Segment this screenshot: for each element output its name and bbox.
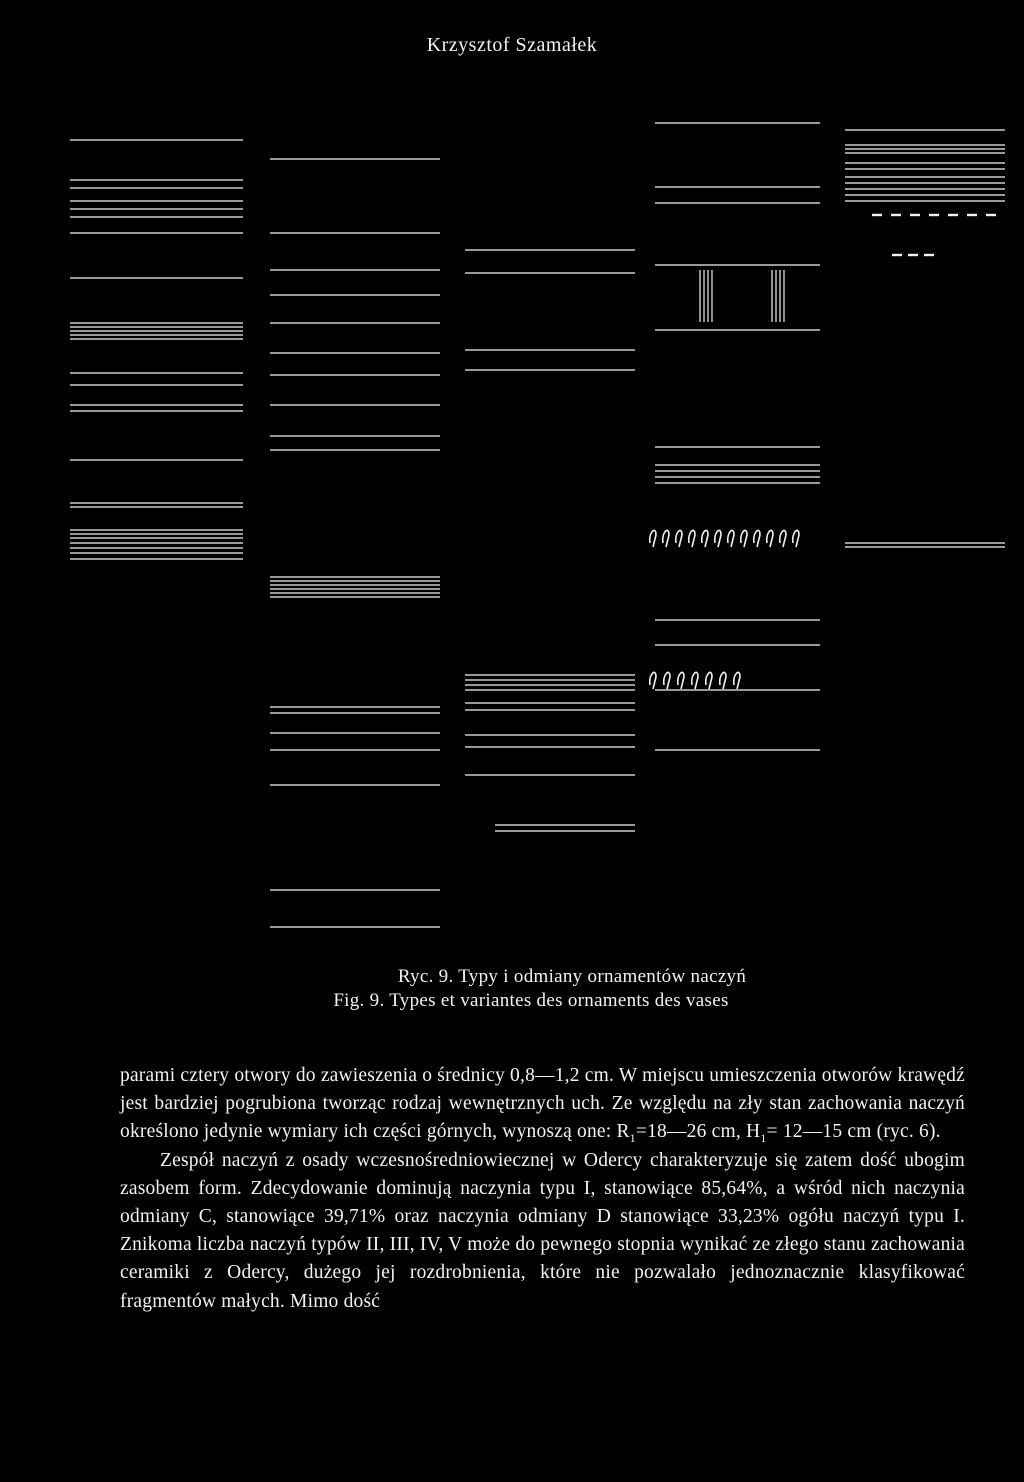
loop-ornament [706, 672, 712, 689]
h-subscript: 1 [760, 1131, 767, 1146]
loop-ornament [663, 530, 669, 547]
loop-ornament [664, 672, 670, 689]
loop-ornament [767, 530, 773, 547]
r-subscript: 1 [629, 1131, 636, 1146]
h-symbol: H [746, 1121, 761, 1143]
loop-ornament [692, 672, 698, 689]
loop-ornament [793, 530, 799, 547]
loop-ornament [780, 530, 786, 547]
paragraph-1-mid: =18—26 cm, [635, 1121, 741, 1143]
loop-ornament [678, 672, 684, 689]
article-body [120, 1062, 965, 1316]
loop-ornament [650, 530, 656, 547]
paragraph-2: Zespół naczyń z osady wczesnośredniowiecznej w Odercy charakteryzuje się zatem dość ubogim zasobem form. Zdecydowanie dominują naczynia typu I, stanowiące 85,64%, a wśród nich naczynia odmiany C, stanowiące 39,71% oraz naczynia odmiany D stanowiące 33,23% ogółu naczyń typu I. Znikoma liczba naczyń typów II, III, IV, V może do pewnego stopnia wynikać ze złego stanu zachowania ceramiki z Odercy, dużego jej rozdrobnienia, które nie pozwalało jednoznacznie klasyfikować fragmentów małych. Mimo dość [120, 1149, 965, 1312]
paragraph-1-text: parami cztery otwory do zawieszenia o średnicy 0,8—1,2 cm. W miejscu umieszczenia otworów krawędź jest bardziej pogrubiona tworząc rodzaj wewnętrznych uch. Ze względu na zły stan zachowania naczyń określono jedynie wymiary ich części górnych, wynoszą one: [120, 1065, 965, 1143]
loop-ornament [650, 672, 656, 689]
paragraph-1-end: = 12—15 cm (ryc. 6). [766, 1121, 941, 1143]
page-header-author: Krzysztof Szamałek [426, 34, 598, 56]
loop-ornament [715, 530, 721, 547]
r-symbol: R [616, 1121, 630, 1143]
figure-caption-french: Fig. 9. Types et variantes des ornaments des vases [333, 990, 729, 1011]
loop-ornament [734, 672, 740, 689]
figure-caption-polish: Ryc. 9. Typy i odmiany ornamentów naczyń [397, 966, 747, 987]
loop-ornament [728, 530, 734, 547]
loop-ornament [676, 530, 682, 547]
paragraph-1 [120, 1062, 965, 1147]
loop-ornament [741, 530, 747, 547]
loop-ornament [689, 530, 695, 547]
loop-ornament [754, 530, 760, 547]
loop-ornament [702, 530, 708, 547]
ornament-diagram [60, 115, 1020, 945]
loop-ornament [720, 672, 726, 689]
ornament-types-figure [60, 115, 1020, 945]
